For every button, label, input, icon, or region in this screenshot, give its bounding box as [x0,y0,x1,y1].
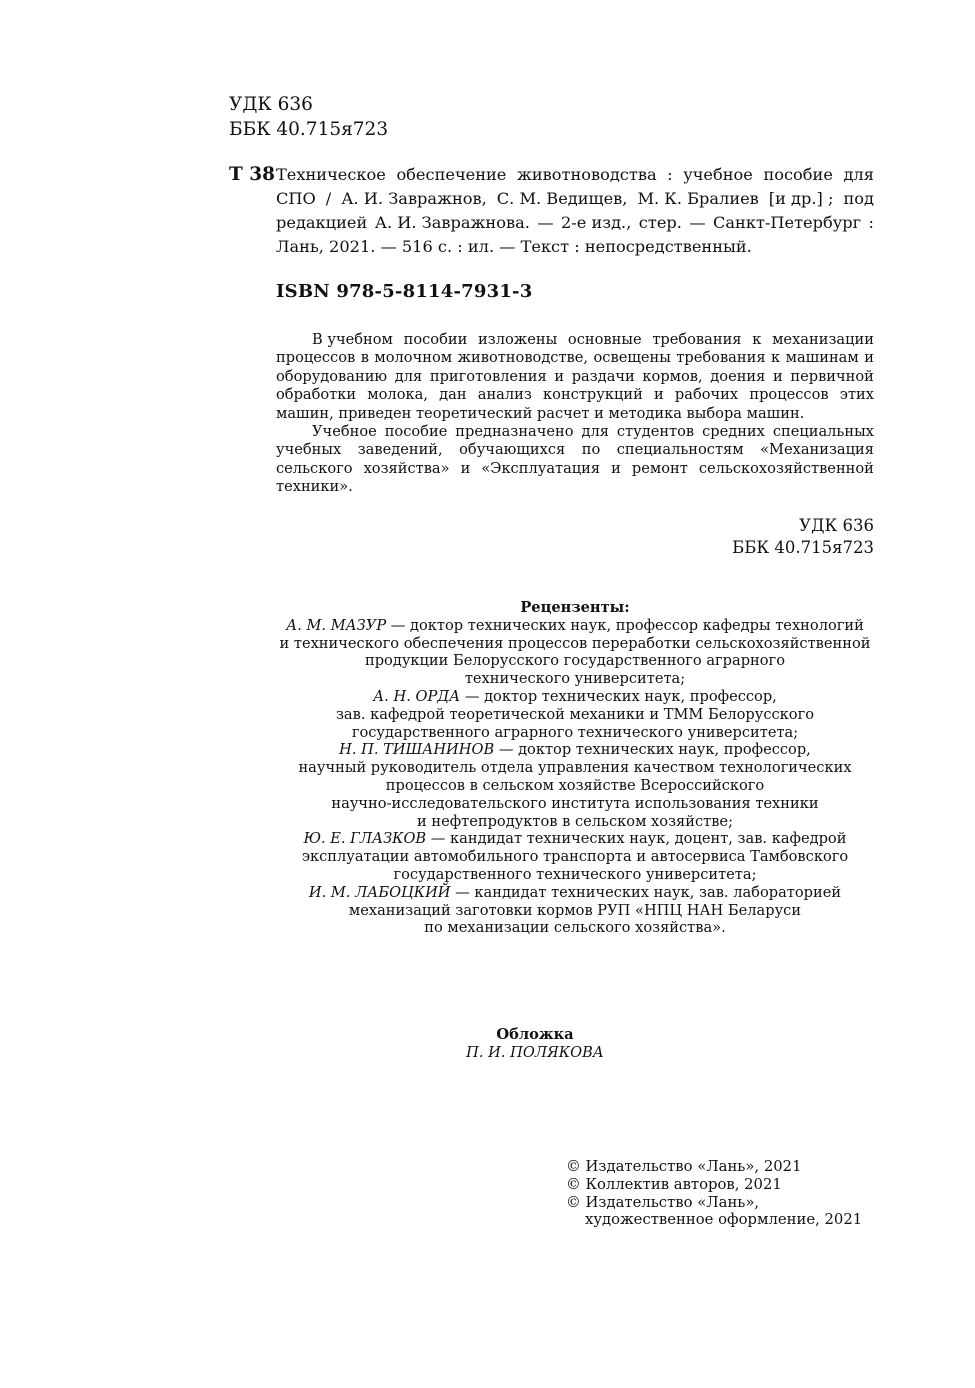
reviewer-line: по механизации сельского хозяйства». [424,919,726,937]
word: и [654,386,664,404]
reviewer-line: государственного аграрного технического университета; [351,723,799,741]
reviewer-line: технического университета; [464,670,686,688]
word: ремонт [631,459,688,477]
word: учебное [683,165,753,184]
word: в [360,349,369,367]
reviewer-name: А. М. МАЗУР [286,616,387,634]
author-sign: Т 38 [229,164,275,185]
text-line [276,349,874,367]
bibliographic-record [276,163,874,259]
copyright-line: © Коллектив авторов, 2021 [566,1175,782,1193]
reviewer-line: научно-исследовательского института использования техники [331,794,819,812]
reviewers-list [276,617,874,937]
word: для [581,423,609,441]
annotation [276,331,874,497]
word: Учебное [312,423,377,441]
word: процессов [276,349,356,367]
word: и [773,367,783,385]
word: Техническое [276,165,386,184]
word: доения [710,367,766,385]
word: / [325,189,332,208]
text-line [276,423,874,441]
copyright-line: © Издательство «Лань», 2021 [566,1158,802,1175]
word: и [460,459,471,477]
word: животноводства [516,165,657,184]
word: анализ [477,386,532,404]
cover-heading: Обложка [496,1026,574,1043]
word: оборудованию [276,367,388,385]
word: предназначено [455,423,574,441]
text-line [276,187,874,211]
word: по [581,441,601,459]
word: М. К. Бралиев [637,189,759,208]
word: молока, [367,386,428,404]
word: машинам [785,349,859,367]
reviewer-name: Ю. Е. ГЛАЗКОВ [303,830,427,848]
word: и [611,459,621,477]
word: механизации [772,331,874,348]
word: «Механизация [760,441,874,459]
reviewer-name: Н. П. ТИШАНИНОВ [339,741,495,759]
reviewer-line: и нефтепродуктов в сельском хозяйстве; [416,812,733,830]
word: кормов, [642,367,703,385]
word: к [771,349,781,367]
word: СПО [276,189,316,208]
word: [и др.] ; [768,189,834,208]
reviewer-line: Ю. Е. ГЛАЗКОВ — кандидат технических наук, доцент, зав. кафедрой [303,830,847,848]
text-line [276,368,874,386]
word: дан [439,386,467,404]
reviewer-line: А. Н. ОРДА — доктор технических наук, профессор, [373,687,777,705]
reviewer-line: продукции Белорусского государственного аграрного [364,652,785,670]
word: : [868,213,874,232]
text-line [276,386,874,404]
word: А. И. Завражнова. [374,213,530,232]
word: рабочих [674,386,739,404]
word: средних [702,423,765,441]
reviewer-line: А. М. МАЗУР — доктор технических наук, профессор кафедры технологий [286,616,864,634]
bbk-code: ББК 40.715я723 [229,119,389,140]
word: обучающихся [459,441,566,459]
word: раздачи [571,367,635,385]
word: процессов [749,386,829,404]
word: конструкций [543,386,643,404]
word: учебных [276,441,342,459]
word: приготовления [429,367,547,385]
word: для [843,165,874,184]
word: специальностям [616,441,744,459]
word: пособие [763,165,833,184]
word: под [843,189,874,208]
copyright-block [566,1158,862,1229]
word: стер. [638,213,682,232]
text-line: техники». [276,478,353,496]
word: требования [652,331,742,348]
text-line [276,211,874,235]
word: для [394,367,423,385]
word: обработки [276,386,357,404]
word: первичной [790,367,874,385]
classification-bottom [732,515,874,559]
udk-code: УДК 636 [799,516,874,535]
classification-top [229,92,388,142]
word: А. И. Завражнов, [341,189,487,208]
reviewer-line: механизаций заготовки кормов РУП «НПЦ НАН Беларуси [348,901,802,919]
word: : [667,165,673,184]
word: — [537,213,554,232]
reviewer-line: научный руководитель отдела управления качеством технологических [298,759,852,777]
word: изложены [478,331,558,348]
cover-credit [276,1026,794,1062]
text-line: машин, приведен теоретический расчет и методика выбора машин. [276,404,805,422]
reviewers-block [276,599,874,937]
reviewers-heading: Рецензенты: [520,599,630,616]
word: и [864,349,874,367]
text-line: Лань, 2021. — 516 с. : ил. — Текст : непосредственный. [276,237,752,256]
word: Санкт-Петербург [713,213,862,232]
isbn: ISBN 978-5-8114-7931-3 [276,281,533,302]
udk-code: УДК 636 [229,94,313,115]
word: этих [839,386,874,404]
word: 2-е изд., [560,213,632,232]
reviewer-line: и технического обеспечения процессов переработки сельскохозяйственной [279,634,871,652]
word: молочном [374,349,453,367]
reviewer-name: А. Н. ОРДА [373,687,461,705]
word: заведений, [357,441,443,459]
text-line [276,441,874,459]
word: к [752,331,762,348]
reviewer-line: процессов в сельском хозяйстве Всероссийского [385,776,765,794]
word: сельского [276,459,353,477]
copyright-line: © Издательство «Лань», [566,1193,760,1211]
word: пособии [403,331,468,348]
word: освещены [593,349,671,367]
word: студентов [616,423,695,441]
reviewer-name: И. М. ЛАБОЦКИЙ [308,883,451,901]
reviewer-line: Н. П. ТИШАНИНОВ — доктор технических наук, профессор, [339,741,811,759]
word: основные [567,331,642,348]
word: пособие [384,423,448,441]
word: «Эксплуатация [481,459,601,477]
word: животноводстве, [457,349,589,367]
reviewer-line: государственного технического университета; [393,865,757,883]
word: С. М. Ведищев, [496,189,628,208]
word: В учебном [312,331,393,348]
reviewer-line: И. М. ЛАБОЦКИЙ — кандидат технических наук, зав. лабораторией [308,883,842,901]
bbk-code: ББК 40.715я723 [732,538,874,557]
text-line [276,331,874,349]
copyright-line: художественное оформление, 2021 [585,1211,863,1229]
word: требования [676,349,766,367]
cover-artist: П. И. ПОЛЯКОВА [466,1044,604,1061]
word: специальных [772,423,874,441]
reviewer-line: зав. кафедрой теоретической механики и ТММ Белорусского [335,705,815,723]
word: и [554,367,565,385]
text-line [276,460,874,478]
word: обеспечение [396,165,507,184]
word: хозяйства» [363,459,450,477]
reviewer-line: эксплуатации автомобильного транспорта и автосервиса Тамбовского [301,848,849,866]
word: — [689,213,706,232]
word: сельскохозяйственной [698,459,874,477]
word: редакцией [276,213,368,232]
text-line [276,163,874,187]
